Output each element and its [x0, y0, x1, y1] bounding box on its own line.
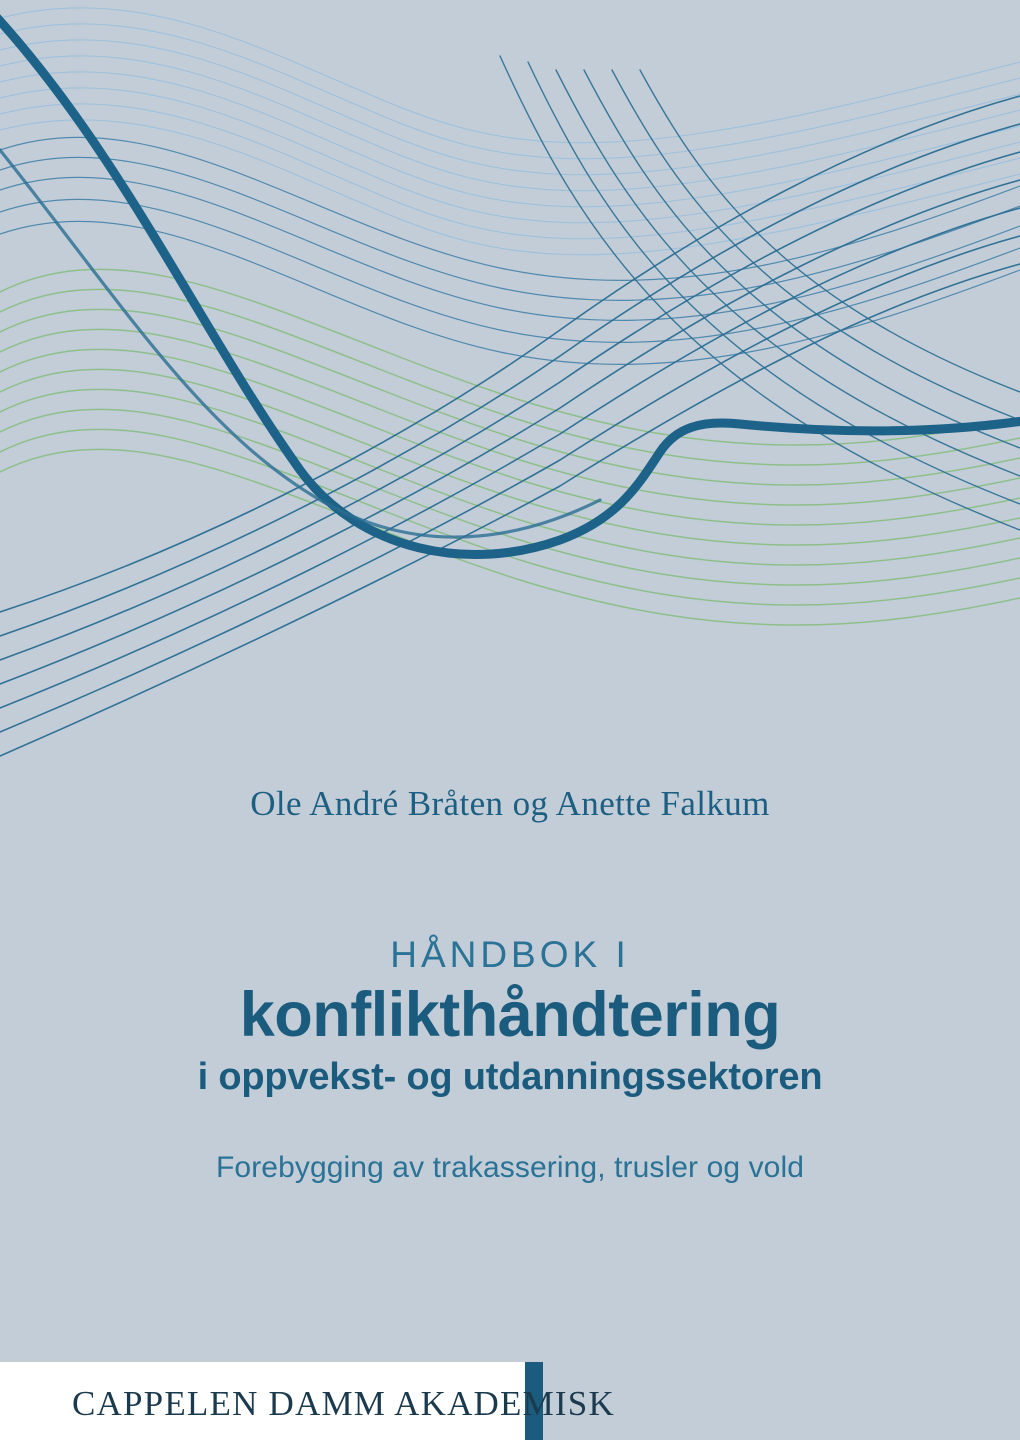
title-kicker: HÅNDBOK I: [390, 934, 630, 975]
publisher-name: CAPPELEN DAMM AKADEMISK: [72, 1384, 615, 1423]
cover-text-block: [0, 760, 1020, 1185]
tagline: Forebygging av trakassering, trusler og vold: [215, 1151, 805, 1185]
page-title: konflikthåndtering: [239, 980, 781, 1050]
authors: Ole André Bråten og Anette Falkum: [250, 784, 770, 823]
publisher-footer: [0, 1362, 1020, 1440]
title-subtitle: i oppvekst- og utdanningssektoren: [197, 1056, 823, 1099]
